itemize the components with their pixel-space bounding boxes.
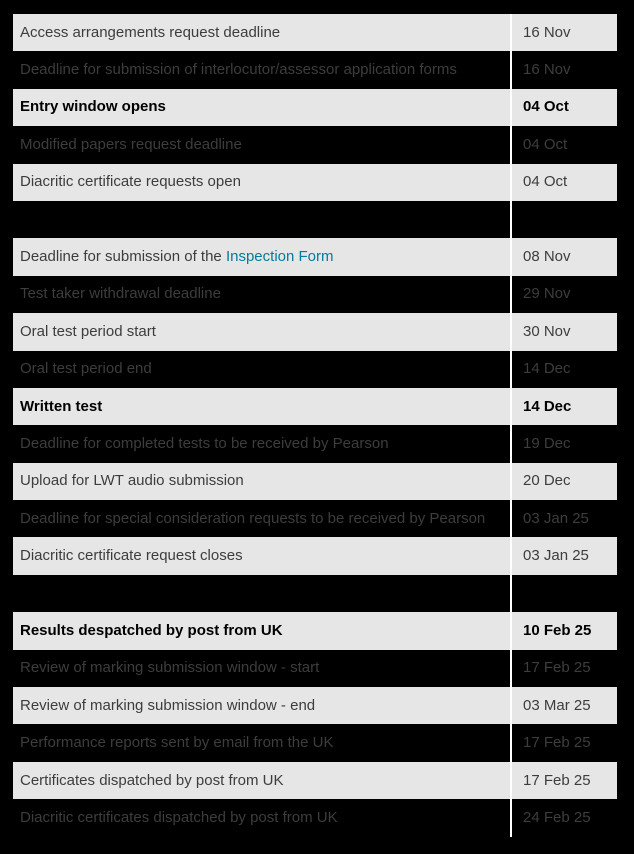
event-date: 03 Jan 25 [511, 537, 617, 574]
event-date: 03 Jan 25 [511, 500, 617, 537]
event-label: Review of marking submission window - end [20, 696, 316, 714]
event-date: 04 Oct [511, 164, 617, 201]
table-row [13, 724, 617, 761]
table-row [13, 650, 617, 687]
table-row [13, 14, 617, 51]
table-row [13, 388, 617, 425]
event-label: Deadline for special consideration requests to be received by Pearson [20, 509, 486, 527]
table-row [13, 425, 617, 462]
table-row [13, 89, 617, 126]
table-row [13, 612, 617, 649]
event-label: Review of marking submission window - start [20, 659, 320, 677]
event-date: 04 Oct [511, 126, 617, 163]
inspection-form-link[interactable]: Inspection Form [225, 248, 334, 266]
event-date: 08 Nov [511, 238, 617, 275]
table-row [13, 164, 617, 201]
table-row [13, 351, 617, 388]
timetable-body [13, 14, 617, 837]
event-date: 10 Feb 25 [511, 612, 617, 649]
event-date: 14 Dec [511, 388, 617, 425]
key-dates-table-wrapper [13, 14, 617, 837]
event-date: 30 Nov [511, 313, 617, 350]
event-label: Entry deadline [20, 210, 124, 228]
event-label: Modified papers request deadline [20, 135, 242, 153]
event-date: 17 Feb 25 [511, 724, 617, 761]
table-row [13, 238, 617, 275]
event-date: 17 Feb 25 [511, 650, 617, 687]
event-date: 29 Nov [511, 276, 617, 313]
event-date: 19 Dec [511, 425, 617, 462]
table-row [13, 799, 617, 836]
table-row [13, 500, 617, 537]
key-dates-table [13, 14, 617, 837]
event-label: Deadline for submission of interlocutor/assessor application forms [20, 61, 457, 79]
event-label: Deadline for submission of the Inspection Form [20, 248, 334, 266]
event-date: 10 Feb 25 [511, 575, 617, 612]
event-label: Test taker withdrawal deadline [20, 285, 221, 303]
event-label: Performance reports sent by email from the UK [20, 734, 334, 752]
table-row [13, 276, 617, 313]
event-date: 17 Feb 25 [511, 762, 617, 799]
event-date: 14 Dec [511, 351, 617, 388]
table-row [13, 762, 617, 799]
table-row [13, 687, 617, 724]
event-label: Diacritic certificates dispatched by post from UK [20, 808, 338, 826]
event-label: Access arrangements request deadline [20, 23, 281, 41]
table-row [13, 313, 617, 350]
event-date: 24 Feb 25 [511, 799, 617, 836]
table-row [13, 51, 617, 88]
table-row [13, 537, 617, 574]
event-label: Diacritic certificate request closes [20, 547, 243, 565]
event-label: Diacritic certificate requests open [20, 173, 241, 191]
event-date: 01 Nov [511, 201, 617, 238]
table-row [13, 126, 617, 163]
event-date: 04 Oct [511, 89, 617, 126]
event-label: Deadline for completed tests to be received by Pearson [20, 434, 389, 452]
event-label: Certificates dispatched by post from UK [20, 771, 284, 789]
table-row [13, 463, 617, 500]
event-label: Oral test period start [20, 322, 156, 340]
event-label: Entry window opens [20, 98, 166, 116]
event-label: Results available via Edexcel Online [20, 584, 279, 602]
table-row [13, 201, 617, 238]
event-label: Oral test period end [20, 360, 152, 378]
event-date: 03 Mar 25 [511, 687, 617, 724]
event-date: 16 Nov [511, 14, 617, 51]
event-label: Written test [20, 397, 103, 415]
table-row [13, 575, 617, 612]
event-label: Results despatched by post from UK [20, 621, 283, 639]
event-date: 20 Dec [511, 463, 617, 500]
event-date: 16 Nov [511, 51, 617, 88]
event-label: Upload for LWT audio submission [20, 472, 244, 490]
